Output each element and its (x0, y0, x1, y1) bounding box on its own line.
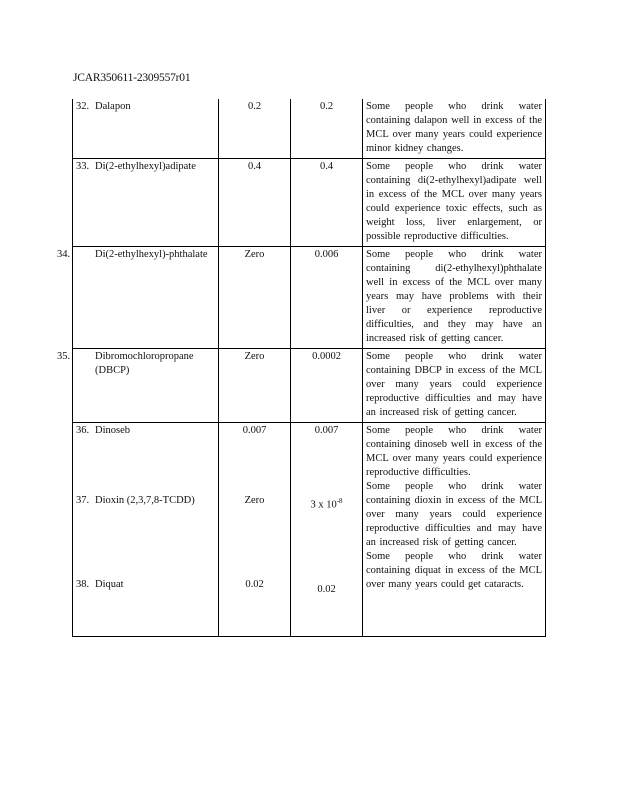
row-number: 37. (76, 495, 90, 506)
document-id: JCAR350611-2309557r01 (73, 72, 191, 84)
mclg-value: Zero (244, 495, 265, 506)
contaminant-name-cell (57, 349, 219, 423)
contaminant-name: Diquat (95, 579, 124, 590)
mclg-column (219, 423, 291, 637)
table-row (73, 99, 546, 159)
mcl-value: 0.2 (291, 99, 363, 159)
row-number: 32. (76, 101, 90, 112)
mcl-value: 0.4 (291, 159, 363, 247)
mcl-value (294, 494, 359, 513)
mclg-value: Zero (219, 349, 291, 423)
mclg-value: 0.2 (219, 99, 291, 159)
list-item (76, 480, 215, 508)
contaminant-name-cell (73, 159, 219, 247)
health-effect: Some people who drink water containing di(2-ethylhexyl)adipate well in excess of the MCL over many years could experience toxic effects, such as weight loss, liver enlargement, or possible reproductive difficulties. (363, 159, 546, 247)
contaminant-name-cell (73, 423, 219, 637)
health-effect: Some people who drink water containing DBCP in excess of the MCL over many years could experience reproductive difficulties and may have an increased risk of getting cancer. (363, 349, 546, 423)
table-row (73, 247, 546, 349)
contaminant-name: Dinoseb (95, 425, 130, 436)
list-item (76, 424, 215, 438)
contaminant-table (57, 99, 546, 637)
health-effect: Some people who drink water containing di(2-ethylhexyl)phthalate well in excess of the MCL over many years may have problems with their liver or experience reproductive difficulties, and they may have an increased risk of getting cancer. (363, 247, 546, 349)
row-number: 38. (76, 579, 90, 590)
mclg-value: 0.007 (242, 425, 267, 436)
health-effect: Some people who drink water containing dalapon well in excess of the MCL over many years could experience minor kidney changes. (363, 99, 546, 159)
mclg-value: 0.02 (245, 579, 264, 590)
contaminant-name-cell (57, 247, 219, 349)
table-row (73, 349, 546, 423)
contaminant-name: Dioxin (2,3,7,8-TCDD) (95, 495, 195, 506)
mcl-value: 0.0002 (291, 349, 363, 423)
health-effect: Some people who drink water containing dinoseb well in excess of the MCL over many years could experience reproductive difficulties. (366, 425, 542, 478)
row-number: 33. (76, 161, 90, 172)
row-number: 35. (57, 351, 71, 362)
contaminant-name: Di(2-ethylhexyl)-phthalate (95, 249, 208, 260)
mcl-value: 0.006 (291, 247, 363, 349)
row-number: 36. (76, 425, 90, 436)
contaminant-name: Dalapon (95, 101, 131, 112)
health-effect: Some people who drink water containing dioxin in excess of the MCL over many years could experience reproductive difficulties and may have an increased risk of getting cancer. (366, 481, 542, 548)
mcl-base: 3 x 10 (310, 499, 337, 511)
contaminant-name: Di(2-ethylhexyl)adipate (95, 161, 196, 172)
mclg-value: 0.4 (219, 159, 291, 247)
health-effect: Some people who drink water containing diquat in excess of the MCL over many years could get cataracts. (366, 551, 542, 590)
table-row-group (73, 423, 546, 637)
mcl-exponent: -8 (336, 497, 343, 505)
mcl-column (291, 423, 363, 637)
mcl-value: 0.007 (314, 425, 339, 436)
row-number: 34. (57, 249, 71, 260)
contaminant-name-cell (73, 99, 219, 159)
list-item (76, 578, 215, 592)
mcl-value: 0.02 (317, 583, 336, 595)
mclg-value: Zero (219, 247, 291, 349)
contaminant-name: Dibromochloropropane (DBCP) (95, 351, 194, 376)
table-row (73, 159, 546, 247)
health-effect-column (363, 423, 546, 637)
